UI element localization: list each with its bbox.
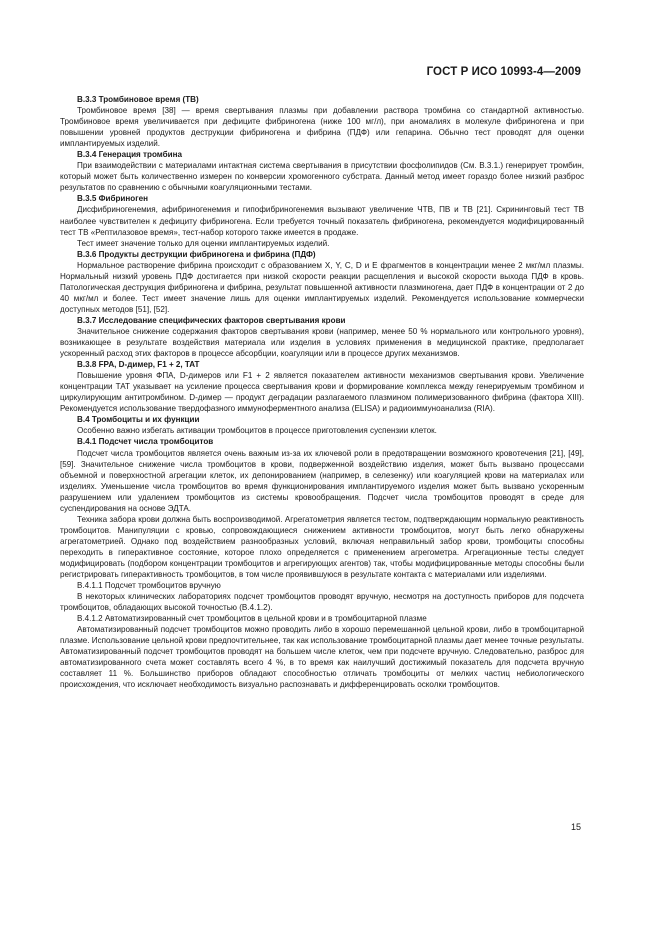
- section-heading: B.3.6 Продукты деструкции фибриногена и фибрина (ПДФ): [77, 249, 316, 259]
- paragraph: Особенно важно избегать активации тромбоцитов в процессе приготовления суспензии клеток.: [77, 426, 437, 436]
- paragraph: В некоторых клинических лабораториях подсчет тромбоцитов проводят вручную, несмотря на доступность приборов для подсчета тромбоцитов, обладающих высокой точностью (В.4.1.2).: [60, 592, 584, 613]
- section-heading: B.3.4 Генерация тромбина: [77, 150, 183, 160]
- paragraph: Техника забора крови должна быть воспроизводимой. Агрегатометрия является тестом, подтверждающим нормальную реактивность тромбоцитов. Манипуляции с кровью, сопровождающиеся снижением активности тромбоцитов, могут быть легко обнаружены агрегатометрией. Однако под воздействием разнообразных условий, включая неправильный забор крови, тромбоциты способны переходить в гиперактивное состояние, которое плохо определяется с применением агрегометра. Агрегационные тесты следует модифицировать (подбором концентрации тромбоцитов и агрегирующих агентов) так, чтобы модифицированные методы способны были регистрировать гиперактивность тромбоцитов, в том числе проявившуюся в результате контакта с материалами или изделиями.: [60, 514, 584, 580]
- section-heading: B.4.1 Подсчет числа тромбоцитов: [77, 437, 214, 447]
- subsection-heading: B.4.1.1 Подсчет тромбоцитов вручную: [77, 581, 221, 591]
- paragraph: Повышение уровня ФПА, D-димеров или F1 + 2 является показателем активности механизмов свертывания крови. Увеличение концентрации ТАТ указывает на усиление процесса свертывания крови и формирование комплекса между генерируемым тромбином и циркулирующим антитромбином. D-димер — продукт деградации разлагаемого плазмином полимеризованного фибрина (фактора XIII). Рекомендуется использование твердофазного иммуноферментного анализа (ELISA) и радиоиммуноанализа (RIA).: [60, 371, 584, 414]
- section-heading: B.3.5 Фибриноген: [77, 194, 148, 204]
- paragraph: Дисфибриногенемия, афибриногенемия и гипофибриногенемия вызывают увеличение ЧТВ, ПВ и ТВ [21]. Скрининговый тест ТВ наиболее чувствителен к дефициту фибриногена. Если требуется точный показатель фибриногена, рекомендуется модифицированный тест ТВ «Рептилазовое время», тест-набор которого также имеется в продаже.: [60, 205, 584, 237]
- paragraph: Тромбиновое время [38] — время свертывания плазмы при добавлении раствора тромбина со стандартной активностью. Тромбиновое время увеличивается при дефиците фибриногена (ниже 100 мг/л), при аномалиях в молекуле фибриногена и при повышении уровней продуктов деструкции фибриногена и фибрина (ПДФ) или гепарина. Обычно тест проводят для оценки имплантируемых изделий.: [60, 106, 584, 149]
- paragraph: Нормальное растворение фибрина происходит с образованием X, Y, C, D и E фрагментов в концентрации менее 2 мкг/мл плазмы. Нормальный низкий уровень ПДФ достигается при низкой скорости реакции расщепления и высокой скорости выхода ПДФ в кровь. Патологическая деструкция фибриногена и фибрина, результат повышенной активности плазминогена, дает ПДФ в концентрации от 2 до 40 мкг/мл и более. Тест имеет значение лишь для оценки имплантируемых изделий. Рекомендуется использование коммерчески доступных методов [51], [52].: [60, 260, 584, 314]
- page-number: 15: [571, 822, 582, 832]
- paragraph: Подсчет числа тромбоцитов является очень важным из-за их ключевой роли в предотвращении возможного кровотечения [21], [49], [59]. Значительное снижение числа тромбоцитов в крови, подверженной воздействию изделия, может быть вызвано процессами объемной и поверхностной агрегации клеток, их депонированием (например, в селезенку) или коагуляцией крови на материалах или изделиях. Уменьшение числа тромбоцитов во время функционирования имплантируемого изделия может быть вызвано ускоренным разрушением или удалением тромбоцитов из системы кровообращения. Подсчет числа тромбоцитов проводят в среде для суспендирования на основе ЭДТА.: [60, 448, 584, 513]
- section-heading: B.3.7 Исследование специфических факторов свертывания крови: [77, 315, 346, 325]
- subsection-heading: B.4.1.2 Автоматизированный счет тромбоцитов в цельной крови и в тромбоцитарной плазме: [77, 614, 427, 624]
- paragraph: При взаимодействии с материалами интактная система свертывания в присутствии фосфолипидов (См. В.3.1.) генерирует тромбин, который может быть количественно измерен по конверсии хромогенного субстрата. Данный метод имеет гораздо более низкий разброс результатов по сравнению с обычными коагуляционными тестами.: [60, 161, 584, 193]
- paragraph: Автоматизированный подсчет тромбоцитов можно проводить либо в хорошо перемешанной цельной крови, либо в тромбоцитарной плазме. Использование цельной крови предпочтительнее, так как использование тромбоцитарной плазмы дает менее точные результаты. Автоматизированный подсчет тромбоцитов проводят на большем числе клеток, чем при подсчете вручную. Следовательно, разброс для автоматизированного счета может составлять всего 4 %, в то время как наилучший достижимый показатель для подсчета вручную составляет 11 %. Большинство приборов обладают способностью отличать тромбоциты от мелких частиц небиологического происхождения, что исключает необходимость визуально распознавать и дифференцировать осколки тромбоцитов.: [60, 625, 584, 690]
- page-body: [60, 94, 584, 691]
- paragraph: Тест имеет значение только для оценки имплантируемых изделий.: [77, 238, 330, 248]
- document-header: ГОСТ Р ИСО 10993-4—2009: [426, 66, 581, 78]
- section-heading: B.3.3 Тромбиновое время (TB): [77, 95, 199, 104]
- section-heading: B.4 Тромбоциты и их функции: [77, 415, 200, 425]
- section-heading: B.3.8 FPA, D-димер, F1 + 2, TAT: [77, 360, 200, 370]
- paragraph: Значительное снижение содержания факторов свертывания крови (например, менее 50 % нормального или контрольного уровня), возникающее в результате воздействия материала или изделия в условиях применения в медицинской практике, предполагает ускоренный расход этих факторов в процессе абсорбции, коагуляции или в процессе других механизмов.: [60, 326, 584, 359]
